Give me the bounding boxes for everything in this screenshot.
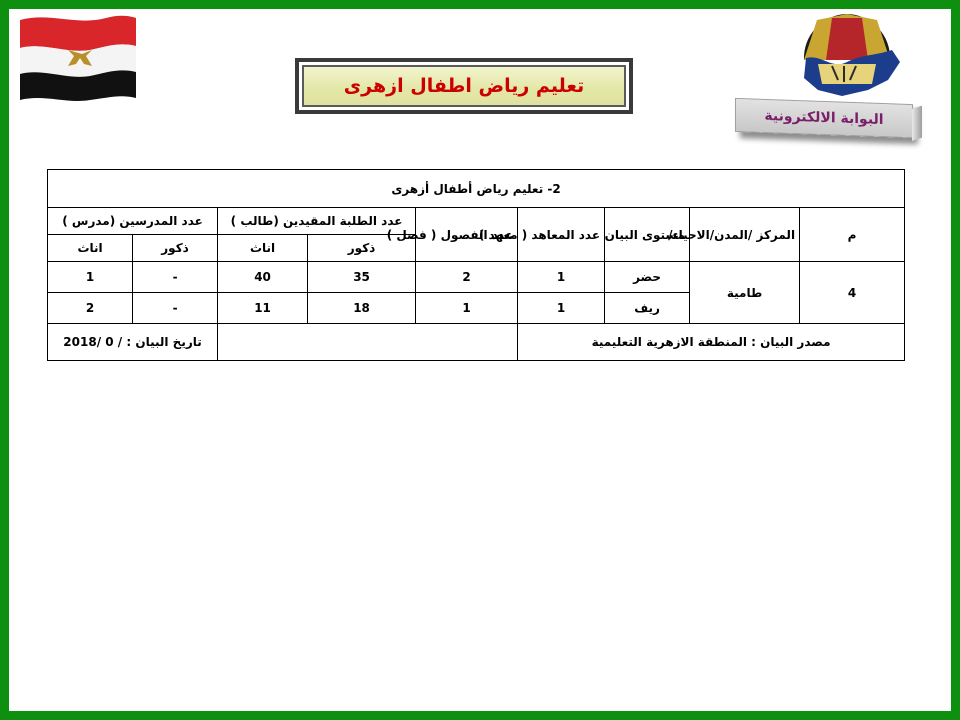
sub-header-teachers-females: اناث [48, 235, 133, 262]
cell-institutes: 1 [518, 293, 605, 324]
portal-label: البوابة الالكترونية [764, 107, 884, 129]
egypt-flag-icon [16, 12, 140, 100]
footer-empty-cell [218, 324, 518, 361]
col-header-center: المركز /المدن/الاحياء/ [690, 208, 800, 262]
cell-teachers-males: - [133, 262, 218, 293]
cell-m: 4 [800, 262, 905, 324]
cell-level: حضر [605, 262, 690, 293]
cell-classes: 1 [416, 293, 518, 324]
cell-teachers-females: 1 [48, 262, 133, 293]
cell-students-males: 18 [308, 293, 416, 324]
col-header-classes: عدد الفصول ( فصل ) [416, 208, 518, 262]
governorate-logo-icon [792, 10, 902, 105]
sub-header-students-males: ذكور [308, 235, 416, 262]
sub-header-teachers-males: ذكور [133, 235, 218, 262]
table-heading: 2- تعليم رياض أطفال أزهرى [48, 170, 905, 208]
cell-students-females: 40 [218, 262, 308, 293]
cell-level: ريف [605, 293, 690, 324]
kindergarten-data-table [47, 169, 905, 361]
col-header-students: عدد الطلبة المقيدين (طالب ) [218, 208, 416, 235]
cell-teachers-females: 2 [48, 293, 133, 324]
col-header-m: م [800, 208, 905, 262]
cell-teachers-males: - [133, 293, 218, 324]
data-source: مصدر البيان : المنطقة الازهرية التعليمية [518, 324, 905, 361]
cell-students-females: 11 [218, 293, 308, 324]
col-header-institutes: عدد المعاهد ( معهد ) [518, 208, 605, 262]
cell-institutes: 1 [518, 262, 605, 293]
portal-link-button[interactable] [735, 98, 913, 138]
col-header-teachers: عدد المدرسين (مدرس ) [48, 208, 218, 235]
page-title: تعليم رياض اطفال ازهرى [343, 75, 585, 97]
cell-classes: 2 [416, 262, 518, 293]
table-row [48, 262, 905, 293]
data-date: تاريخ البيان : / 0 /2018 [48, 324, 218, 361]
cell-students-males: 35 [308, 262, 416, 293]
col-header-level: مستوى البيان [605, 208, 690, 262]
sub-header-students-females: اناث [218, 235, 308, 262]
page-title-banner [295, 58, 633, 114]
cell-center: طامية [690, 262, 800, 324]
